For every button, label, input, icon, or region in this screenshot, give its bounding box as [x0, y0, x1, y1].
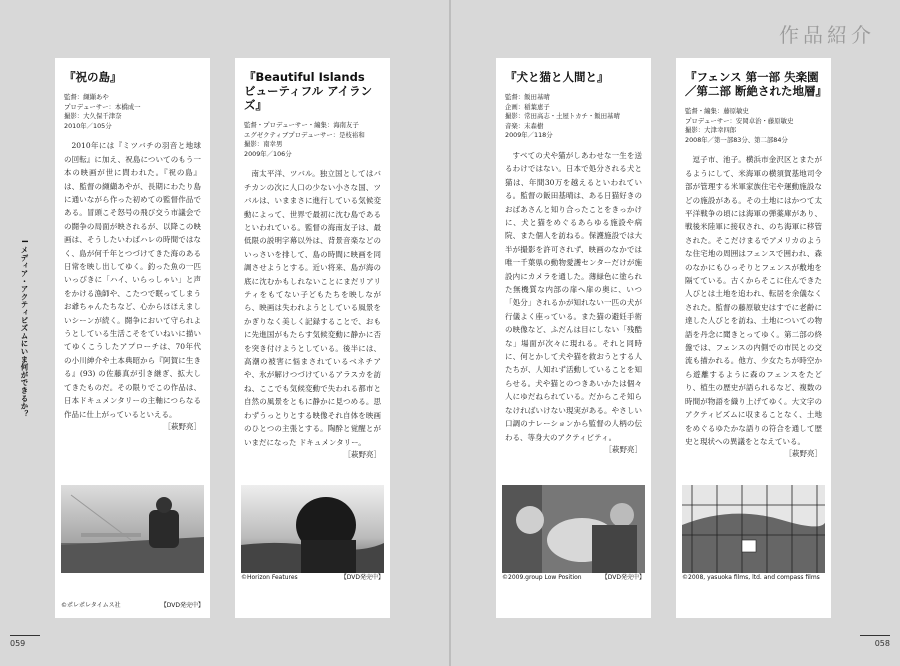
film-title: 『祝の島』 — [64, 70, 122, 84]
review-author: ［萩野亮］ — [604, 444, 642, 454]
dvd-status: 【DVD発売中】 — [601, 574, 645, 581]
page-number-right: 058 — [874, 639, 890, 648]
film-credits: 監督・編集：藤原敏史 プロデューサー：安岡卓治・藤原敏史 撮影：大津幸四郎 2008年／第一部83分、第二部84分 — [685, 107, 794, 144]
review-author: ［萩野亮］ — [343, 449, 381, 459]
photo-caption — [61, 602, 204, 610]
film-still-photo — [682, 485, 825, 573]
film-credits: 監督：飯田基晴 企画：稲葉恵子 撮影：常田高志・土屋トカチ・飯田基晴 音楽：末森樹 2009年／118分 — [505, 93, 620, 140]
film-still-photo — [502, 485, 645, 573]
film-card-inu-to-neko — [496, 58, 651, 618]
photo-credit: ©Horizon Features — [241, 574, 298, 581]
chapter-side-label: I メディア・アクティビズムにいま何ができるか？ — [20, 240, 29, 418]
photo-credit: ©ポレポレタイムス社 — [61, 602, 121, 609]
film-review: すべての犬や猫がしあわせな一生を送るわけではない。日本で処分される犬と猫は、年間30万を越えるといわれている。監督の飯田基晴は、ある日猫好きのおばあさんと知り合ったことをきっかけに、犬と猫をめぐるあらゆる施設や病院、また個人を訪ねる。保護施設では大半が撮影を許可されず、映画のなかでは唯一千葉県の動物愛護センターだけが施設内にカメラを通した。薄緑色に塗られた無機質な内部の扉へ扉の奥に、いつ「処分」されるかが知れない一匹の犬が行儀よく座っている。また猫の避妊手術の映像など、ふだんは目にしない「残酷な」場面が次々に現れる。それと同時に、何とかして犬や猫を救おうとする人たちが、人知れず活動していることを知らせる。犬や猫とのつきあいかたは個々人にゆだねられている。だからこそ知らなければいけない現実がある。やさしい口調のナレーションから監督の人柄の伝わる、等身大のアクティビティ。 — [505, 150, 642, 442]
film-card-beautiful-islands — [235, 58, 390, 618]
photo-caption — [502, 574, 645, 582]
film-title: 『フェンス 第一部 失楽園 ／第二部 断絶された地層』 — [685, 70, 828, 98]
page-number-left: 059 — [10, 639, 26, 648]
photo-caption — [241, 574, 384, 582]
film-still-photo — [241, 485, 384, 573]
review-author: ［萩野亮］ — [784, 449, 822, 459]
section-title: 作品紹介 — [779, 23, 875, 47]
film-credits: 監督：纐纈あや プロデューサー：本橋成一 撮影：大久保千津奈 2010年／105分 — [64, 93, 141, 130]
film-title: 『Beautiful Islands ビューティフル アイランズ』 — [244, 70, 373, 112]
film-review: 2010年には『ミツバチの羽音と地球の回転』に加え、祝島についてのもう一本の映画が世に問われた。『祝の島』は、監督の纐纈あやが、長期にわたり島に通いながら作った初めての監督作品である。冒頭こそ怒号の飛び交う市議会での闘争の局面が映されるが、以降この映画は、そうしたいわばハレの時間ではなく、島が何千年とつづけてきた海のある日常を映し出してゆく。釣った魚の一匹いっぴきに「ハイ、いらっしゃい」と声をかける漁師や、こたつで眠ってしまうお爺ちゃんたちなど、心からほほえましいシーンが続く。闘争において守られようとしている生活こそをていねいに描いてゆくこうしたアプローチは、70年代の小川紳介や土本典昭から『阿賀に生きる』(93) の佐藤真が引き継ぎ、拡大してきたものだ。その限りでこの作品は、日本ドキュメンタリーの主軸につらなる作品に仕上がっているといえる。 — [64, 141, 201, 419]
film-title: 『犬と猫と人間と』 — [505, 70, 609, 84]
film-credits: 監督・プロデューサー・編集：海南友子 エグゼクティブプロデューサー：是枝裕和 撮影：南幸男 2009年／106分 — [244, 121, 365, 158]
film-still-photo — [61, 485, 204, 573]
photo-caption — [682, 574, 825, 582]
review-author: ［萩野亮］ — [163, 421, 201, 431]
film-review: 南太平洋、ツバル。独立国としてはバチカンの次に人口の少ない小さな国、ツバルは、いままさに進行している気候変動によって、世界で最初に沈む島であるといわれている。監督の海南友子は、最低限の説明字幕以外は、背景音楽などのいっさいを排して、島の時間に映画を同調させようとする。近い将来、島が海の底に沈むかもしれないことにまだリアリティをもてない子どもたちを映しながら、映画は失われようとしている風景をかぎりなく美しく記録することで、おもに先進国がもたらす気候変動に静かに否を突き付けようとしている。後半には、高潮の被害に悩まされているベネチアや、氷が解けつづけているアラスカを訪ね、ここでも気候変動で失われる都市と自然の風景をともに静かに見つめる。思わずうっとりとする映像それ自体を映画のひとつの主張とする。陶酔と覚醒とがいまだになった ドキュメンタリー。 — [244, 169, 381, 447]
photo-credit: ©2009.group Low Position — [502, 574, 582, 581]
photo-credit: ©2008, yasuoka films, ltd. and compass films — [682, 574, 820, 581]
folio-rule-left — [10, 635, 40, 636]
film-review: 逗子市、池子。横浜市金沢区とまたがるようにして、米海軍の横須賀基地司令部が管理する米軍家族住宅や運動施設などの施設がある。その土地にはかつて太平洋戦争の頃には海軍の弾薬庫があり、戦後米陸軍に接収され、のち海軍に移管された。そこだけまるでアメリカのような住宅地の周囲はフェンスで囲われ、森のなかにもひっそりとフェンスが敷地を隔てている。古くからそこに住んできた人びとは土地を追われ、転居を余儀なくされた。監督の藤原敏史はすでに老齢に達した人びとを訪ね、土地についての物語を丹念に聞きとってゆく。第二部の終盤では、フェンスの内側での市民との交流も描かれる。他方、少女たちが時空から遊離するように森のフェンスをたどり、植生の歴史が語られるなど、複数の時間が物語を織り上げてゆく。大文字のアクティビズムに収まることなく、土地をめぐるゆたかな語りの符合を通して歴史と現状への異議をとなえている。 — [685, 155, 822, 446]
film-card-fence — [676, 58, 831, 618]
film-card-iwai-no-shima — [55, 58, 210, 618]
folio-rule-right — [860, 635, 890, 636]
dvd-status: 【DVD発売中】 — [160, 602, 204, 609]
dvd-status: 【DVD発売中】 — [340, 574, 384, 581]
